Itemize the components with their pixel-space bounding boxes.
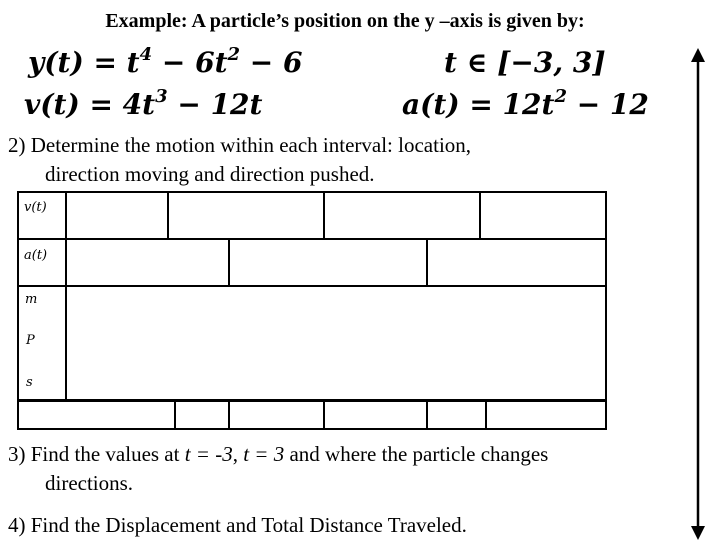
table-border-top [17,191,607,193]
question-3-line-1 [8,440,548,469]
position-eq-part: − 6t [152,46,228,79]
vt-interval-divider [479,191,481,240]
table-row-divider [17,238,607,240]
row-label-motion: m [25,292,38,307]
table-label-divider [65,191,67,401]
at-interval-divider [426,238,428,287]
question-4 [8,511,467,540]
question-3-text: 3) Find the values at [8,442,185,466]
velocity-exp-3: 3 [155,86,168,107]
bottom-row-divider [323,399,325,430]
question-3 [8,440,548,498]
row-label-acceleration: a(t) [24,248,48,263]
acceleration-exp-2: 2 [554,86,567,107]
velocity-equation [24,88,262,121]
position-exp-2: 2 [227,44,241,65]
velocity-eq-part: − 12t [167,88,263,121]
page-title: Example: A particle’s position on the y –axis is given by: [105,10,585,32]
table-border-right [605,191,607,430]
question-3-line-2: directions. [45,471,134,495]
position-eq-part: y(t) = t [28,46,140,79]
question-3-time-a: t = -3 [184,442,233,466]
row-label-speed: s [26,375,33,390]
bottom-row-divider [426,399,428,430]
vt-interval-divider [323,191,325,240]
at-interval-divider [228,238,230,287]
motion-table [17,191,607,430]
table-border-left [17,191,19,430]
y-axis-double-arrow [688,48,708,540]
question-3-text: and where the particle changes [284,442,549,466]
question-2-line-2: direction moving and direction pushed. [45,162,375,186]
table-row-divider [17,399,607,402]
question-2 [8,131,471,189]
table-border-bottom [17,428,607,430]
question-4-text: 4) Find the Displacement and Total Distance Traveled. [8,513,467,537]
acceleration-equation [402,88,649,121]
row-label-push: P [26,333,35,348]
vt-interval-divider [167,191,169,240]
table-row-divider [17,285,607,287]
domain-text: t ∈ [−3, 3] [444,46,606,79]
bottom-row-divider [174,399,176,430]
row-label-velocity: v(t) [24,200,47,215]
question-3-text: , [232,442,244,466]
domain-equation [444,46,606,79]
question-3-time-b: t = 3 [243,442,285,466]
bottom-row-divider [485,399,487,430]
position-exp-4: 4 [139,44,153,65]
position-eq-part: − 6 [240,46,303,79]
question-2-line-1: 2) Determine the motion within each interval: location, [8,133,472,157]
velocity-eq-part: v(t) = 4t [24,88,156,121]
acceleration-eq-part: a(t) = 12t [402,88,555,121]
bottom-row-divider [228,399,230,430]
acceleration-eq-part: − 12 [566,88,649,121]
position-equation [28,46,302,79]
